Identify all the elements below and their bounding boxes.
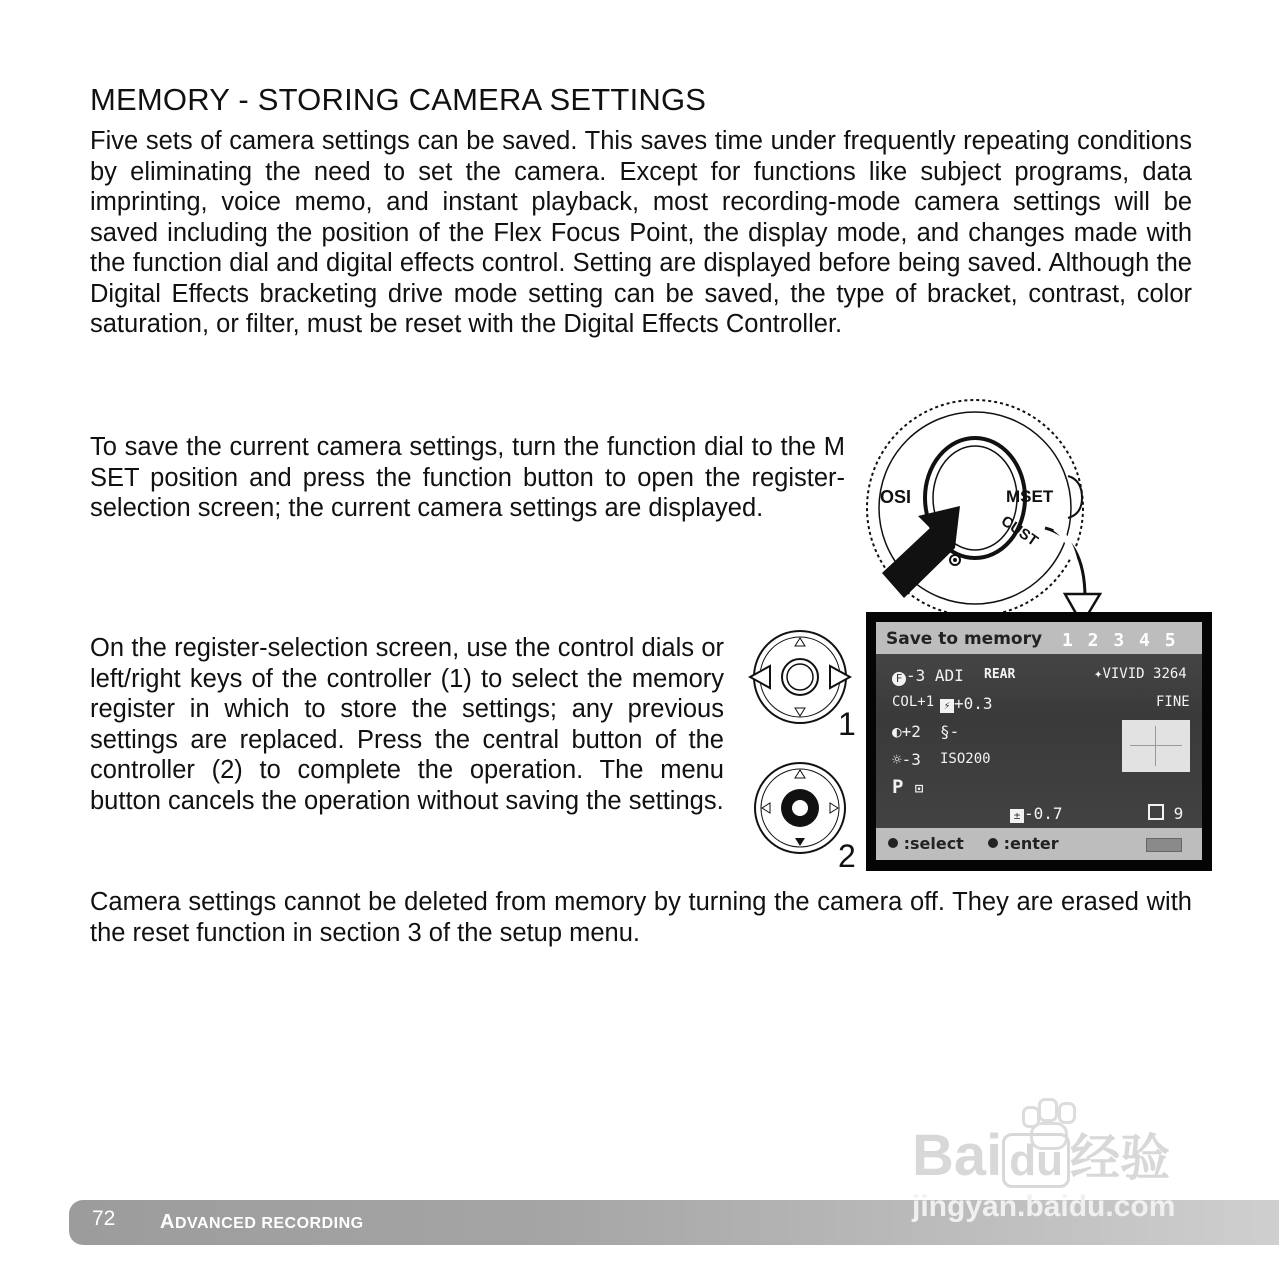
- lcd-row1-right: ✦VIVID 3264: [1094, 666, 1187, 682]
- lcd-display: [876, 622, 1202, 860]
- contrast-icon: ◐: [892, 722, 902, 741]
- battery-icon: [1146, 838, 1182, 852]
- watermark-url: jingyan.baidu.com: [912, 1190, 1176, 1223]
- page-title: MEMORY - STORING CAMERA SETTINGS: [90, 82, 707, 117]
- lcd-screen: [866, 612, 1212, 871]
- lcd-row1-mid: REAR: [984, 667, 1016, 682]
- intro-paragraph: Five sets of camera settings can be saved. This saves time under frequently repeating conditions by eliminating the need to set the camera. Except for functions like subject programs, data imprinting, voice memo, and instant playback, most recording-mode camera settings will be saved including the position of the Flex Focus Point, the display mode, and changes made with the function dial and digital effects control. Setting are displayed before being saved. Although the Digital Effects bracketing drive mode setting can be saved, the type of bracket, contrast, color saturation, or filter, must be reset with the Digital Effects Controller.: [90, 127, 1192, 338]
- lcd-row2-mid: ⚡ +0.3: [940, 694, 993, 713]
- dial-cust-label: CUST: [997, 512, 1042, 550]
- note-paragraph: Camera settings cannot be deleted from memory by turning the camera off. They are erased with the reset function in section 3 of the setup menu.: [90, 888, 1192, 947]
- step1-paragraph: To save the current camera settings, turn the function dial to the M SET position and press the function button to open the register-selection screen; the current camera settings are displayed.: [90, 433, 845, 522]
- dial-osi-label: OSI: [880, 487, 912, 507]
- controller-enter-icon: [988, 838, 998, 848]
- focus-area-preview: [1122, 720, 1190, 772]
- lcd-title: Save to memory: [886, 629, 1043, 649]
- lcd-row3-left: ◐+2: [892, 722, 921, 741]
- lcd-exposure-comp: ± -0.7: [1010, 804, 1063, 823]
- lcd-row2-right: FINE: [1156, 694, 1190, 710]
- function-dial-illustration: [860, 398, 1120, 630]
- watermark-brand: Bai du 经验: [912, 1123, 1171, 1188]
- lcd-row4-left: ☼-3: [892, 750, 921, 769]
- color-mode-icon: ✦: [1094, 666, 1103, 682]
- page-number: 72: [92, 1207, 116, 1230]
- lcd-row1-left: F -3 ADI: [892, 666, 964, 686]
- step2-paragraph: On the register-selection screen, use the control dials or left/right keys of the controller (1) to select the memory register in which to store the settings; any previous settings are replaced. Press the central button of the controller (2) to complete the operation. The menu button cancels the operation without saving the settings.: [90, 634, 724, 815]
- exposure-comp-icon: ±: [1010, 809, 1024, 823]
- flash-comp-icon: ⚡: [940, 699, 954, 713]
- lcd-register-selector: 1 2 3 4 5: [1062, 630, 1178, 651]
- saturation-icon: ☼: [892, 750, 902, 769]
- controller-2-label: 2: [838, 838, 856, 874]
- metering-icon: ⊡: [914, 781, 924, 797]
- lcd-row4-mid: ISO200: [940, 751, 991, 767]
- dial-mset-label: MSET: [1006, 487, 1054, 506]
- lcd-enter-hint: :enter: [988, 834, 1059, 853]
- sharpness-icon: §: [940, 722, 950, 741]
- section-title: ADVANCED RECORDING: [160, 1211, 364, 1233]
- filter-icon: F: [892, 672, 906, 686]
- lcd-exposure-mode: P ⊡: [892, 776, 924, 798]
- frame-counter-icon: [1148, 804, 1164, 820]
- lcd-row3-mid: §-: [940, 722, 960, 741]
- controller-1-label: 1: [838, 706, 856, 742]
- controller-left-right-keys: [748, 628, 852, 728]
- lcd-frames-remaining: 9: [1148, 804, 1183, 823]
- controller-central-button: [752, 760, 848, 856]
- controller-select-icon: [888, 838, 898, 848]
- lcd-row2-left: COL+1: [892, 694, 935, 710]
- lcd-select-hint: :select: [888, 834, 964, 853]
